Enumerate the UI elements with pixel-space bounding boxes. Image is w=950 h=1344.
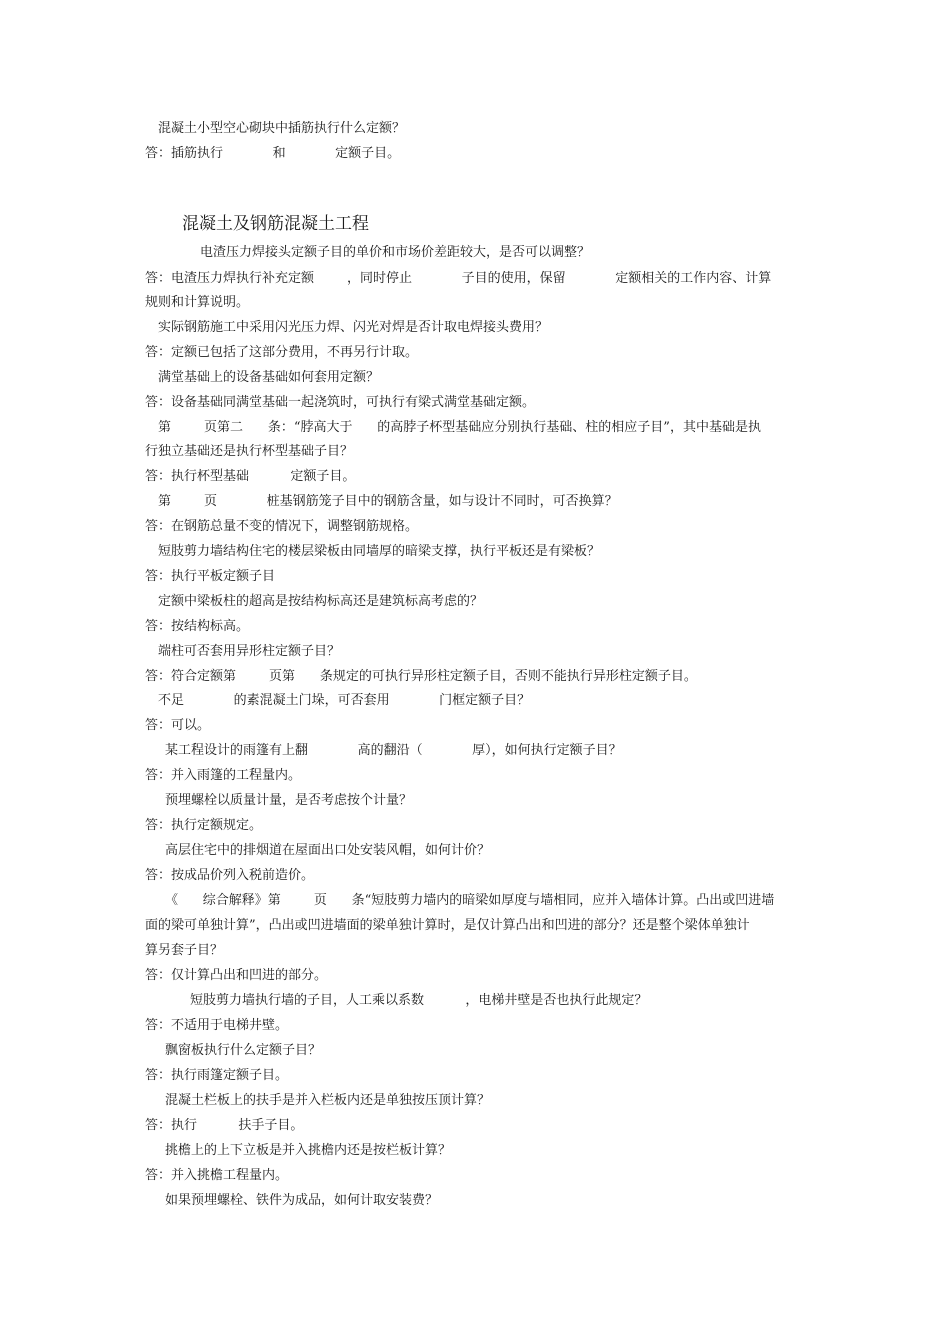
answer-line: 答：不适用于电梯井壁。: [145, 1018, 289, 1033]
answer-line: 答：执行杯型基础 定额子目。: [145, 469, 356, 484]
answer-line: 规则和计算说明。: [145, 295, 250, 310]
answer-line: 答：在钢筋总量不变的情况下，调整钢筋规格。: [145, 519, 419, 534]
section-heading: 混凝土及钢筋混凝土工程: [182, 214, 369, 234]
question-line: 电渣压力焊接头定额子目的单价和市场价差距较大，是否可以调整？: [200, 245, 591, 260]
question-line: 短肢剪力墙结构住宅的楼层梁板由同墙厚的暗梁支撑，执行平板还是有梁板？: [158, 544, 601, 559]
answer-line: 答：执行定额规定。: [145, 818, 263, 833]
answer-line: 答：电渣压力焊执行补充定额 ，同时停止 子目的使用，保留 定额相关的工作内容、计算: [145, 271, 772, 286]
question-line: 面的梁可单独计算”，凸出或凹进墙面的梁单独计算时，是仅计算凸出和凹进的部分？还是整个梁体单独计: [145, 918, 750, 933]
answer-line: 答：仅计算凸出和凹进的部分。: [145, 968, 328, 983]
answer-line: 答：插筋执行 和 定额子目。: [145, 146, 401, 161]
question-line: 混凝土栏板上的扶手是并入栏板内还是单独按压顶计算？: [165, 1093, 491, 1108]
question-line: 算另套子目？: [145, 943, 224, 958]
question-line: 混凝土小型空心砌块中插筋执行什么定额？: [158, 121, 406, 136]
question-line: 不足 的素混凝土门垛，可否套用 门框定额子目？: [158, 693, 531, 708]
question-line: 《 综合解释》第 页 条“短肢剪力墙内的暗梁如厚度与墙相同，应并入墙体计算。凸出或凹进墙: [165, 893, 775, 908]
answer-line: 答：执行 扶手子目。: [145, 1118, 304, 1133]
question-line: 短肢剪力墙执行墙的子目，人工乘以系数 ，电梯井壁是否也执行此规定？: [190, 993, 648, 1008]
question-line: 预埋螺栓以质量计量，是否考虑按个计量？: [165, 793, 413, 808]
question-line: 某工程设计的雨篷有上翻 高的翻沿（ 厚），如何执行定额子目？: [165, 743, 622, 758]
question-line: 端柱可否套用异形柱定额子目？: [158, 644, 341, 659]
question-line: 高层住宅中的排烟道在屋面出口处安装风帽，如何计价？: [165, 843, 491, 858]
question-line: 第 页 桩基钢筋笼子目中的钢筋含量，如与设计不同时，可否换算？: [158, 494, 618, 509]
answer-line: 答：并入雨篷的工程量内。: [145, 768, 302, 783]
question-line: 实际钢筋施工中采用闪光压力焊、闪光对焊是否计取电焊接头费用？: [158, 320, 549, 335]
question-line: 满堂基础上的设备基础如何套用定额？: [158, 370, 380, 385]
answer-line: 答：执行平板定额子目: [145, 569, 276, 584]
answer-line: 答：执行雨篷定额子目。: [145, 1068, 289, 1083]
answer-line: 答：按结构标高。: [145, 619, 250, 634]
answer-line: 答：并入挑檐工程量内。: [145, 1168, 289, 1183]
answer-line: 答：设备基础同满堂基础一起浇筑时，可执行有梁式满堂基础定额。: [145, 395, 536, 410]
question-line: 飘窗板执行什么定额子目？: [165, 1043, 322, 1058]
question-line: 如果预埋螺栓、铁件为成品，如何计取安装费？: [165, 1193, 439, 1208]
answer-line: 答：定额已包括了这部分费用，不再另行计取。: [145, 345, 419, 360]
answer-line: 答：按成品价列入税前造价。: [145, 868, 315, 883]
answer-line: 答：符合定额第 页第 条规定的可执行异形柱定额子目，否则不能执行异形柱定额子目。: [145, 669, 697, 684]
question-line: 第 页第二 条：“脖高大于 的高脖子杯型基础应分别执行基础、柱的相应子目”，其中基础是执: [158, 420, 761, 435]
answer-line: 答：可以。: [145, 718, 211, 733]
question-line: 定额中梁板柱的超高是按结构标高还是建筑标高考虑的？: [158, 594, 484, 609]
question-line: 挑檐上的上下立板是并入挑檐内还是按栏板计算？: [165, 1143, 452, 1158]
question-line: 行独立基础还是执行杯型基础子目？: [145, 444, 354, 459]
